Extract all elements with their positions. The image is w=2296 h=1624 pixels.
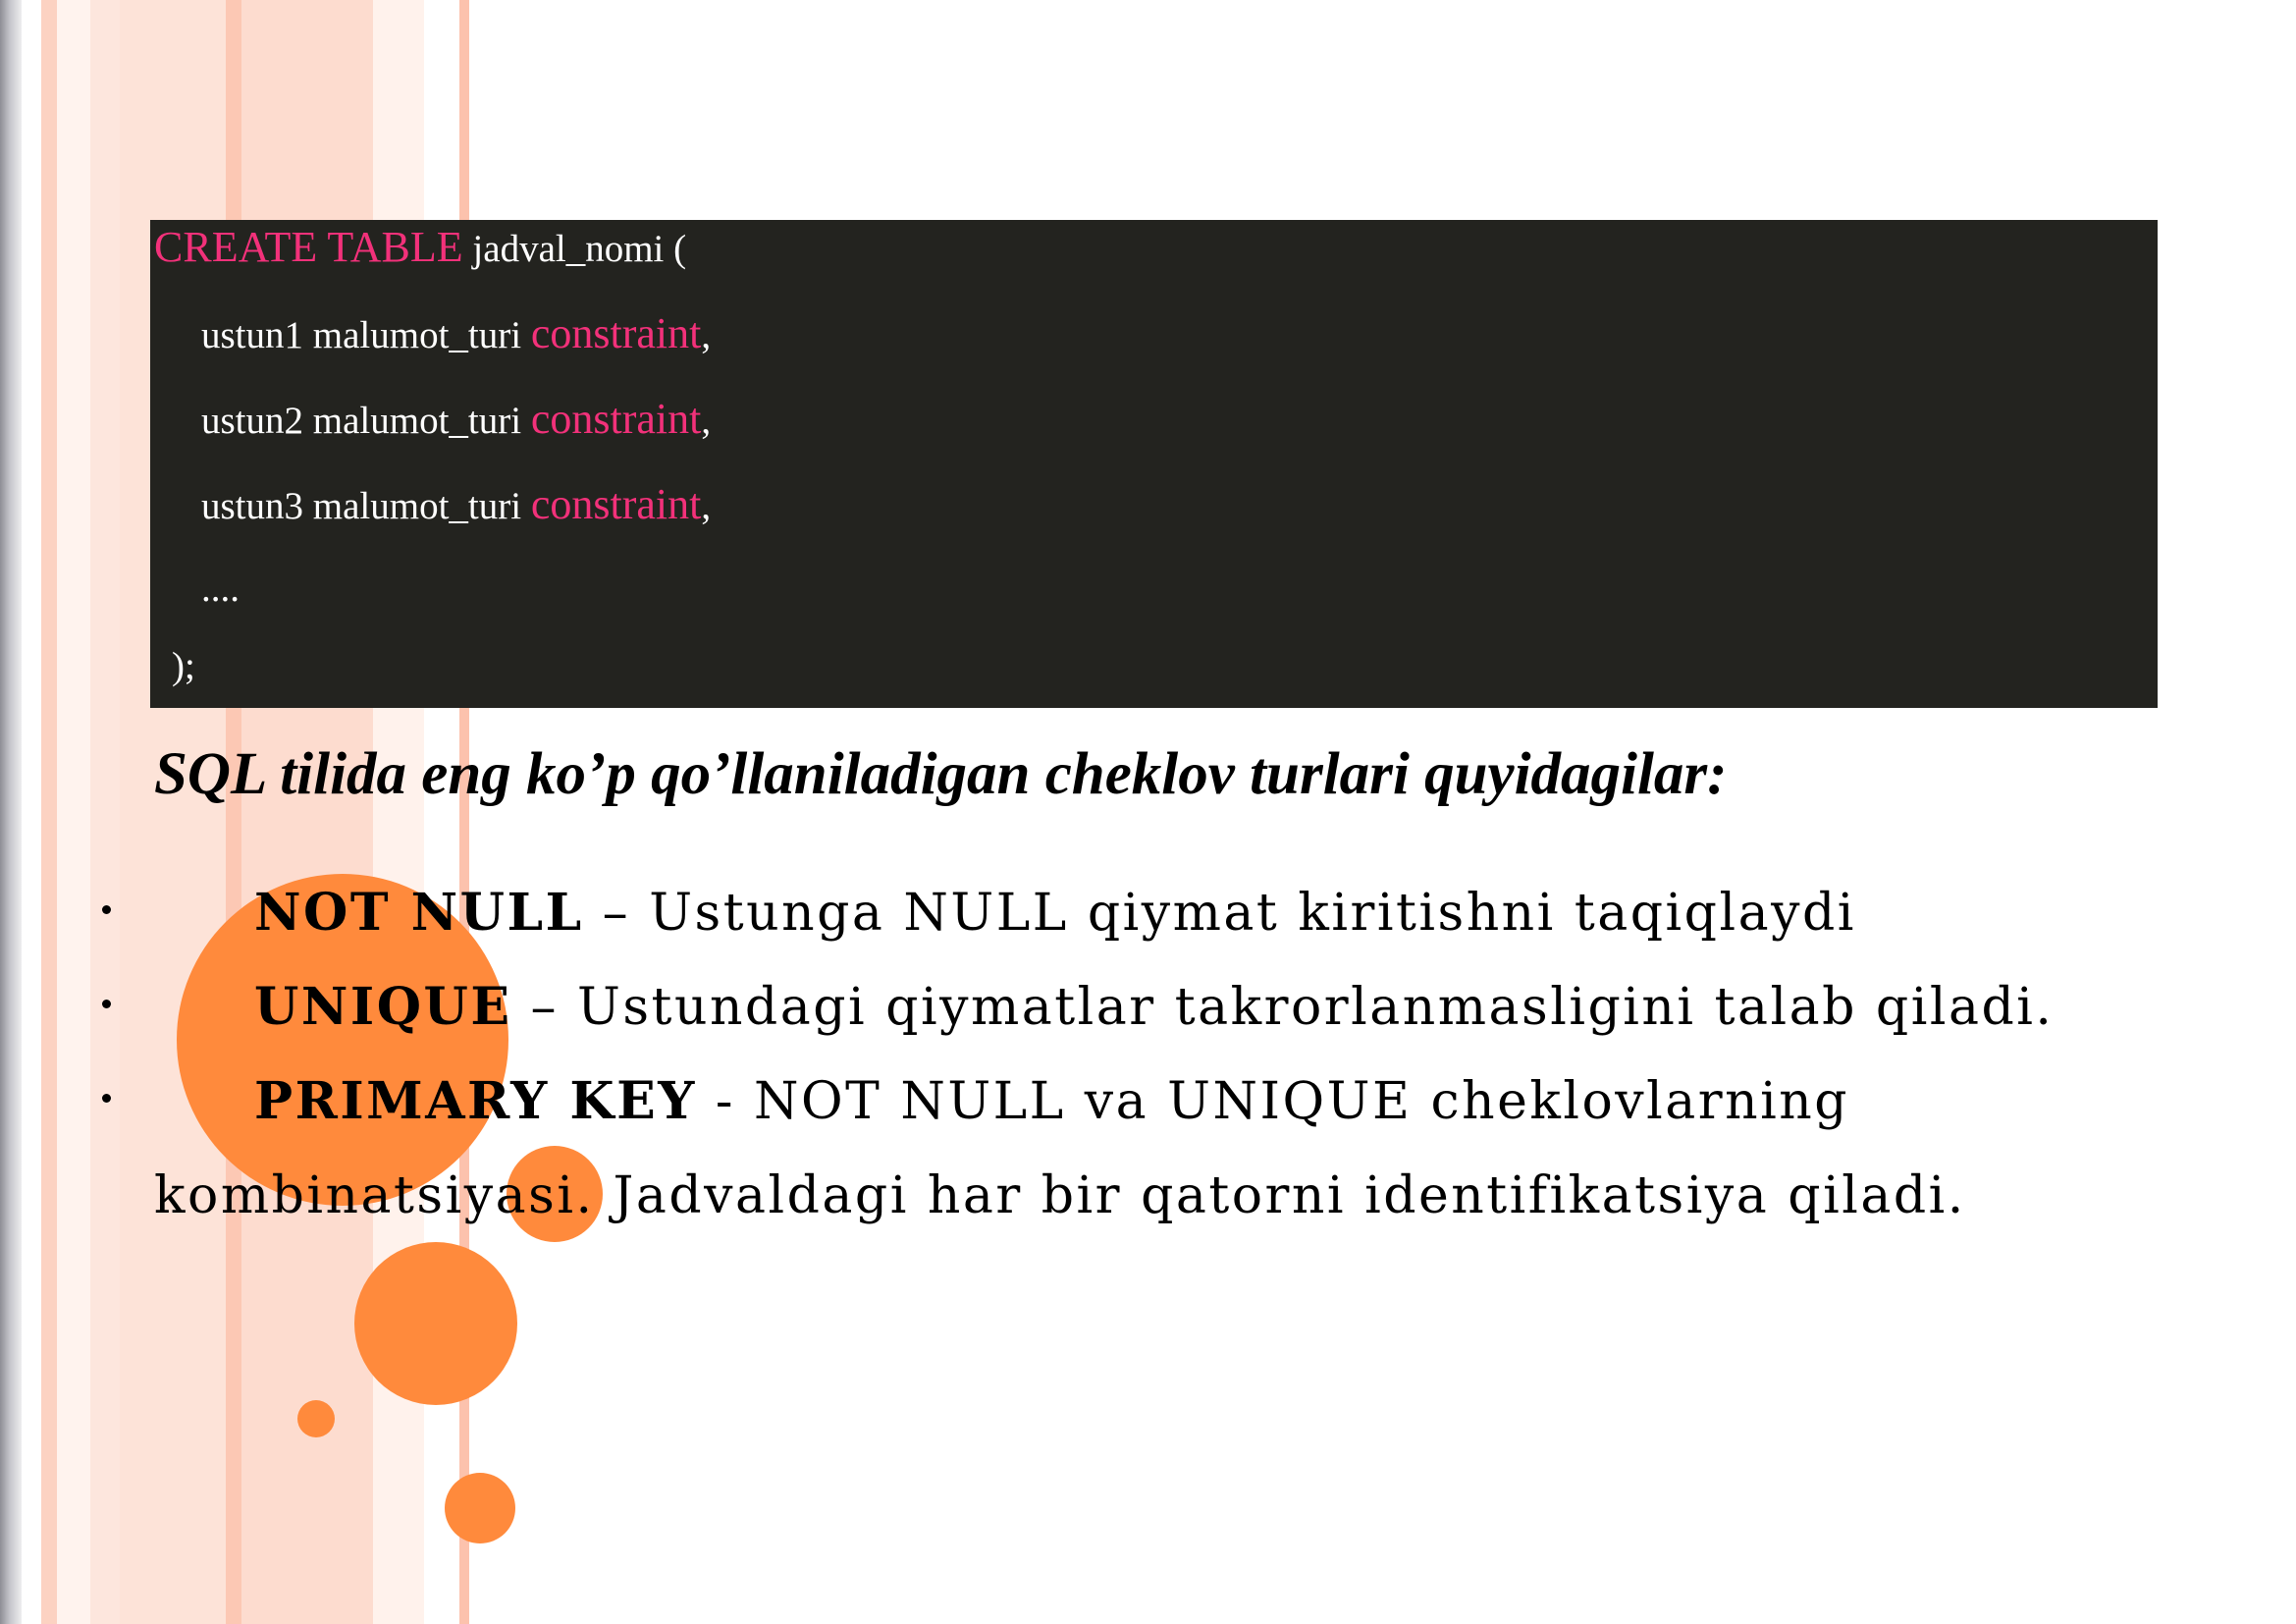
list-item: [0, 874, 2160, 952]
slide-left-edge: [0, 0, 22, 1624]
code-keyword: constraint: [530, 395, 702, 443]
code-text: ustun2 malumot_turi: [201, 400, 531, 442]
code-text: ustun3 malumot_turi: [201, 485, 531, 527]
decorative-stripe: [90, 0, 120, 1624]
list-item: [0, 968, 2160, 1047]
code-block: [150, 220, 2158, 708]
constraint-description: – Ustundagi qiymatlar takrorlanmasligini talab qiladi.: [511, 978, 2055, 1037]
bullet-icon: [102, 1094, 111, 1103]
constraint-term: PRIMARY KEY: [254, 1071, 697, 1131]
code-line: );: [172, 645, 195, 687]
code-text: ,: [701, 314, 712, 356]
code-text: jadval_nomi (: [462, 228, 687, 270]
list-item-text: [254, 968, 2054, 1047]
decorative-circle: [297, 1400, 335, 1437]
constraint-description: - NOT NULL va UNIQUE cheklovlarning: [696, 1072, 1850, 1131]
code-text: ,: [701, 400, 712, 442]
section-heading: SQL tilida eng ko’p qo’llaniladigan cheklov turlari quyidagilar:: [154, 741, 1728, 807]
code-text: ustun1 malumot_turi: [201, 314, 531, 356]
decorative-circle: [445, 1473, 515, 1543]
list-item-text: [254, 874, 1856, 952]
constraint-term: NOT NULL: [254, 883, 584, 943]
decorative-stripe: [41, 0, 57, 1624]
decorative-circle: [354, 1242, 517, 1405]
constraint-description: – Ustunga NULL qiymat kiritishni taqiqlaydi: [583, 884, 1856, 943]
code-text: ,: [701, 485, 712, 527]
bullet-icon: [102, 905, 111, 914]
code-line: [154, 223, 687, 271]
code-line: [201, 309, 712, 357]
code-line: [201, 395, 712, 443]
list-item-text: [254, 1062, 1849, 1141]
code-line: [201, 480, 712, 528]
bullet-icon: [102, 1000, 111, 1008]
list-item-continuation: kombinatsiyasi. Jadvaldagi har bir qatorni identifikatsiya qiladi.: [154, 1166, 1966, 1225]
code-keyword: constraint: [530, 480, 702, 528]
code-keyword: constraint: [530, 309, 702, 357]
code-line: ....: [201, 568, 240, 610]
decorative-stripe: [57, 0, 90, 1624]
list-item: [0, 1062, 2160, 1141]
constraint-term: UNIQUE: [254, 977, 512, 1037]
code-keyword: CREATE TABLE: [154, 223, 463, 271]
